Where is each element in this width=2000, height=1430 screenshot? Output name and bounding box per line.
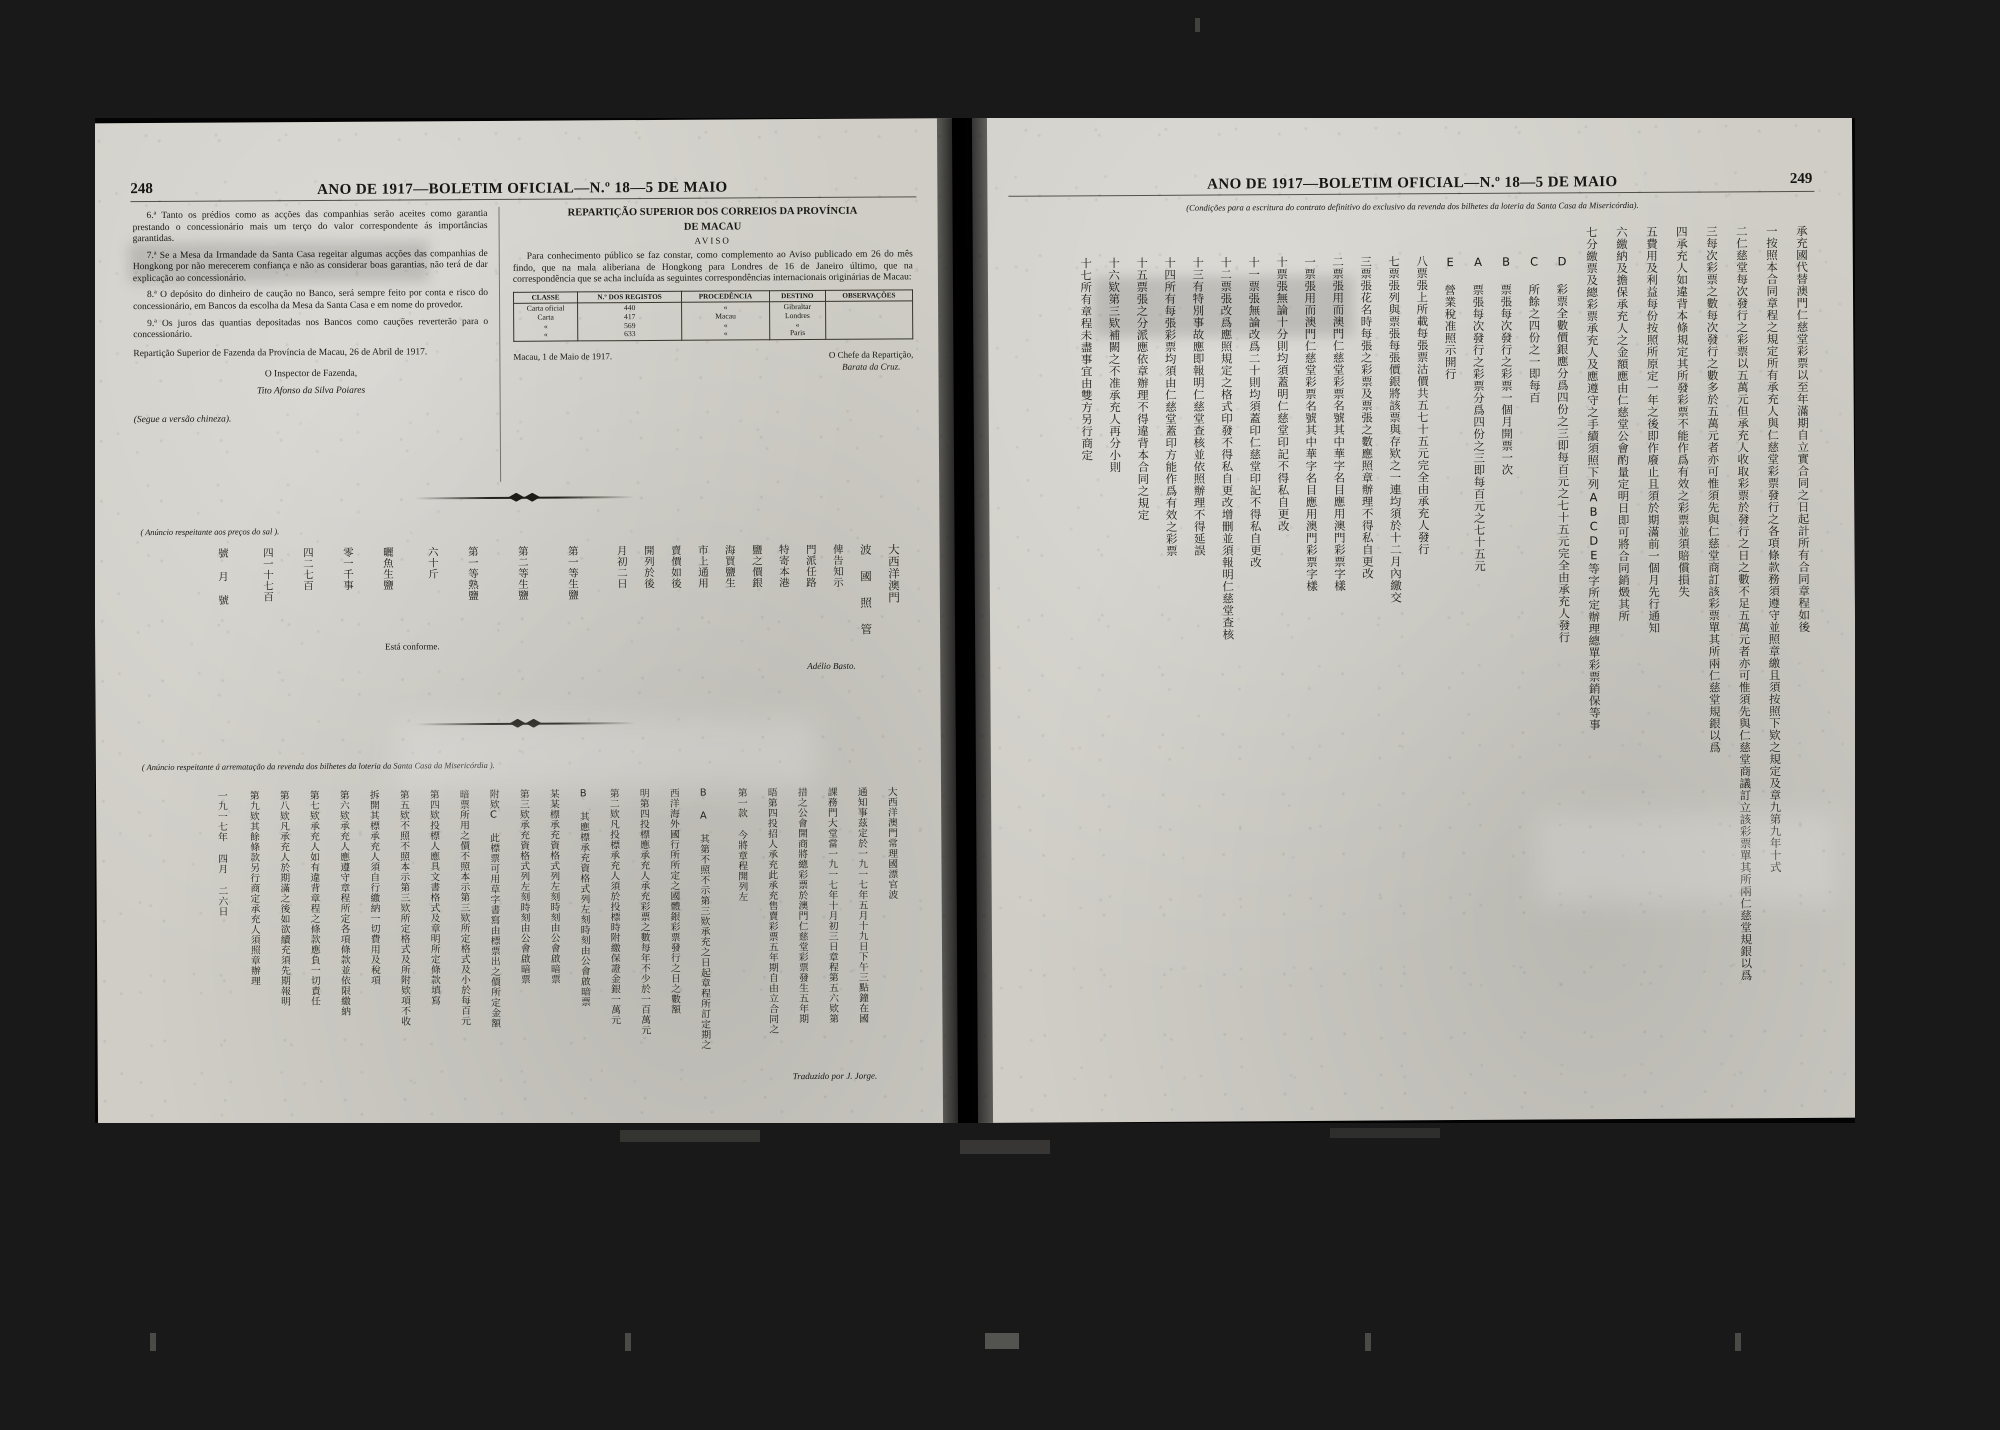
- correios-title-line2: DE MACAU: [683, 221, 742, 233]
- esta-conforme-label: Está conforme.: [385, 641, 440, 652]
- scan-artifact-mark-2: [960, 1140, 1050, 1154]
- chinese-lottery-block: 大西洋澳門常理國漂官波 通知事茲定於一九一七年五月十九日下午三點鐘在國 課務門大堂當一九一七年十月初三日章程第五六欵第 措之公會開商將總彩票於澳門仁慈堂彩票發生五年期 晤第四投招人承充此承充售賣彩票五年期自由立合同之 第一款 今將章程開列左 B A 其第不照不示第三欵承充之日起章程所訂定期之 西洋海外國行所所定之國體銀彩票發行之日之數額 明第四投標應承充人承充彩票之數每年不少於一百萬元 第二欵凡投標承充人須於投標時附繳保證金銀一萬元 B 其應標承充資格式列左刻時刻由公會啟暗票 某某標承充資格式列左刻時刻由公會啟暗票 第三欵承充資格式列左刻時刻由公會啟暗票 附欵C 此標票可用草字書寫由標票出之價所定金額 暗票所用之價不照本示第三欵所定格式及小於每百元 第四欵投標人應具文書格式及章明所定條款填寫 第五欵不照不照本示第三欵所定格式及所附欵項不收 拆開其標承充人須自行繳納一切費用及稅項 第六欵承充人應遵守章程所定各項條款並依限繳納 第七欵承充人如有違背章程之條款應負一切責任 第八欵凡承充人於期滿之後如欲續充須先期報明 第九欵其餘條款另行商定承充人須照章辦理 一九一七年 四月 二六日: [215, 786, 898, 1051]
- cell-registos: 440 417 569 633: [578, 303, 682, 342]
- contract-caption: (Condições para a escritura do contrato definitivo do exclusivo da revenda dos bilhetes da loteria da Santa Casa da Misericórdia).: [1186, 199, 1639, 213]
- scan-lightwash-1: [396, 719, 816, 792]
- signature-title-fazenda: O Inspector de Fazenda,: [264, 369, 358, 380]
- contract-col-1: 承充國代替澳門仁慈堂彩票以至年滿期自立實合同之日起計所有合同章程如後: [1794, 224, 1812, 633]
- left-column-text: [132, 209, 488, 431]
- scan-border-left: [0, 0, 95, 1430]
- clause-8: 8.ª O depósito do dinheiro de caução no Banco, será sempre feito por conta e risco do concessionário, em Bancos da escolha da Mesa da Santa Casa e em nome do provedor.: [133, 288, 489, 313]
- contract-col-8: 七分繳票及總彩票承充人及應遵守之手續須照下列ABCDE等字所定辦理總單彩票銷保等事: [1584, 226, 1602, 731]
- table-row: [514, 301, 913, 341]
- scan-tick-4: [1365, 1333, 1371, 1351]
- cell-observacoes: [825, 301, 912, 339]
- contract-col-5: 四承充人如違背本條規定其所發彩票不能作爲有效之彩票並須賠償損失: [1674, 225, 1692, 598]
- contract-col-9: 八票張上所載每張票沽價共五七十五元完全由承充人發行: [1415, 255, 1431, 556]
- clause-9: 9.ª Os juros das quantias depositadas nos Bancos como cauções reverterão para o concessionário.: [133, 316, 489, 341]
- scan-border-top: [0, 0, 2000, 118]
- contract-col-20: 十六欵第三欵補闕之不准承充人再分小則: [1107, 257, 1123, 474]
- folio-number-left: 248: [130, 181, 153, 198]
- folio-number-right: 249: [1789, 170, 1813, 188]
- contract-note-A: A 票張每次發行之彩票分爲四份之三即每百元之七十五元: [1471, 254, 1487, 572]
- salt-notice-caption: ( Anúncio respeitante aos preços do sal ).: [140, 527, 280, 538]
- contract-col-13: 一票張用而澳門仁慈堂彩票名號其中華字名目應用澳門彩票字樣: [1303, 255, 1320, 592]
- contract-col-12: 二票張用而澳門仁慈堂彩票名號其中華字名目應用澳門彩票字樣: [1331, 255, 1348, 592]
- salt-signature: Adélio Basto.: [807, 660, 856, 672]
- signature-name-fazenda: Tito Afonso da Silva Poiares: [256, 385, 366, 397]
- scan-tick-1: [150, 1333, 156, 1351]
- scan-border-bottom: [0, 1123, 2000, 1430]
- clause-7: 7.ª Se a Mesa da Irmandade da Santa Casa regeitar algumas acções das companhias de Hongkong por não merecerem confiança e não as considerar boas garantias, não terá de dar explicação ao concessionário.: [132, 248, 488, 285]
- chinese-salt-block: 大西洋澳門 波 國 照 管 俾告知示 門派任路 特寄本港 鹽之價銀 海買鹽生 市上通用 賣價如後 開列於後 月初二日 第一等生鹽 第二等生鹽 第一等熟鹽 六十斤 曬魚生鹽 零一千事 四二七百 四一十七百 號 月 號: [216, 543, 902, 636]
- running-header-left: ANO DE 1917—BOLETIM OFICIAL—N.º 18—5 DE MAIO: [317, 179, 728, 199]
- contract-col-19: 十五票張之分派應依章辦理不得違背本合同之規定: [1135, 256, 1151, 522]
- lottery-notice-caption: ( Anúncio respeitante á arrematação da revenda dos bilhetes da loteria da Santa Casa da Misericórdia ).: [141, 760, 495, 773]
- contract-col-10: 七票張列與票張每張價銀將該票與存欵之一連均須於十二月內繳交: [1387, 255, 1404, 604]
- ornament-divider-2: [416, 718, 636, 729]
- contract-col-4: 三每次彩票之數每次發行之數多於五萬元者亦可惟須先與仁慈堂商訂該彩票單其所兩仁慈堂規銀以爲: [1704, 225, 1723, 754]
- contract-col-6: 五費用及利益每份按照所原定一年之後即作廢止且須於期滿前一個月先行通知: [1644, 225, 1662, 634]
- column-divider: [498, 207, 501, 482]
- th-procedencia: PROCEDÊNCIA: [682, 291, 770, 303]
- contract-col-21: 十七所有章程未盡事宜由雙方另行商定: [1079, 257, 1095, 462]
- correios-place-date: Macau, 1 de Maio de 1917.: [513, 351, 613, 362]
- scan-tick-2: [625, 1333, 631, 1351]
- book-spread: [92, 113, 1858, 1129]
- contract-note-E: E 營業稅准照示開行: [1443, 255, 1458, 381]
- scan-artifact-mark-1: [620, 1130, 760, 1142]
- scan-artifact-mark-3: [1330, 1128, 1440, 1138]
- correios-title-line1: REPARTIÇÃO SUPERIOR DOS CORREIOS DA PROVÍNCIA: [567, 205, 858, 219]
- page-249: [972, 113, 1858, 1123]
- contract-col-17: 十三有特別事故應即報明仁慈堂查核並依照辦理不得延誤: [1191, 256, 1207, 557]
- contract-col-2: 一按照本合同章程之規定所有承充人與仁慈堂彩票發行之各項條款務須遵守並照章繳且須按照下欵之規定及章九第九年十式: [1764, 225, 1783, 874]
- scan-tick-3: [985, 1333, 1019, 1349]
- th-destino: DESTINO: [769, 290, 825, 302]
- contract-col-7: 六繳納及擔保承充人之金額應由仁慈堂公會酌量定明日即可將合同銷燬其所: [1614, 225, 1632, 623]
- th-registos: N.º DOS REGISTOS: [578, 291, 682, 303]
- contract-col-14: 十票張無論十分則均須蓋明仁慈堂印記不得私自更改: [1275, 256, 1291, 533]
- book-gutter-shadow: [937, 118, 993, 1123]
- cell-destino: Gibraltar Londres « Paris: [769, 302, 825, 340]
- registered-mail-table: [513, 289, 913, 342]
- contract-note-C: C 所餘之四份之一即每百: [1527, 254, 1542, 404]
- scan-tick-5: [1735, 1333, 1741, 1351]
- contract-col-11: 三票張花名時每張之彩票及票張之數應照章辦理不得私自更改: [1359, 255, 1376, 580]
- follow-note: (Segue a versão chineza).: [133, 414, 232, 425]
- ornament-divider-1: [414, 492, 634, 503]
- th-observacoes: OBSERVAÇÕES: [825, 290, 912, 302]
- aviso-label: AVISO: [694, 235, 731, 246]
- right-column-text: [512, 204, 913, 375]
- th-classe: CLASSE: [513, 292, 577, 304]
- office-line: Repartição Superior de Fazenda da Província de Macau, 26 de Abril de 1917.: [133, 347, 428, 359]
- contract-col-16: 十二票張改爲應照規定之格式印發不得私自更改增刪並須報明仁慈堂查核: [1219, 256, 1236, 641]
- contract-note-B: B 票張每次發行之彩票一個月開票一次: [1499, 254, 1515, 476]
- translator-credit: Traduzido por J. Jorge.: [792, 1070, 878, 1082]
- signature-title-correios: O Chefe da Repartição,: [828, 349, 914, 360]
- cell-classe: Carta oficial Carta « «: [514, 303, 578, 341]
- scan-border-right: [1855, 0, 2000, 1430]
- cell-procedencia: « Macau « «: [682, 302, 770, 340]
- scan-tick-top: [1195, 18, 1200, 32]
- contract-note-D: D 彩票全數價銀應分爲四份之三即每百元之七十五元完全由承充人發行: [1555, 254, 1572, 644]
- running-header-right: ANO DE 1917—BOLETIM OFICIAL—N.º 18—5 DE MAIO: [1207, 174, 1618, 193]
- contract-col-3: 二仁慈堂每次發行之彩票以五萬元但承充人收取彩票於發行之日之數不足五萬元者亦可惟須先與仁慈堂商議訂立該彩票單其所兩仁慈堂規銀以爲: [1734, 225, 1754, 982]
- page-248: [92, 118, 958, 1128]
- contract-col-15: 十一票張無論改爲二十則均須蓋印仁慈堂印記不得私自更改: [1247, 256, 1263, 569]
- contract-col-18: 十四所有每張彩票均須由仁慈堂蓋印方能作爲有效之彩票: [1163, 256, 1179, 557]
- clause-6: 6.ª Tanto os prédios como as acções das companhias serão aceites como garantia prestando o concessionário mais um terço do valor correspondente ás importâncias garantidas.: [132, 208, 488, 245]
- signature-name-correios: Baratа da Cruz.: [842, 361, 901, 372]
- aviso-body: Para conhecimento público se faz constar, como complemento ao Aviso publicado em 26 do mês findo, que na mala aliberiana de Hongkong para Londres de 16 de Janeiro último, que na correspondência que se acha incluída as seguintes correspondências internacionais originárias de Macau:: [512, 249, 913, 286]
